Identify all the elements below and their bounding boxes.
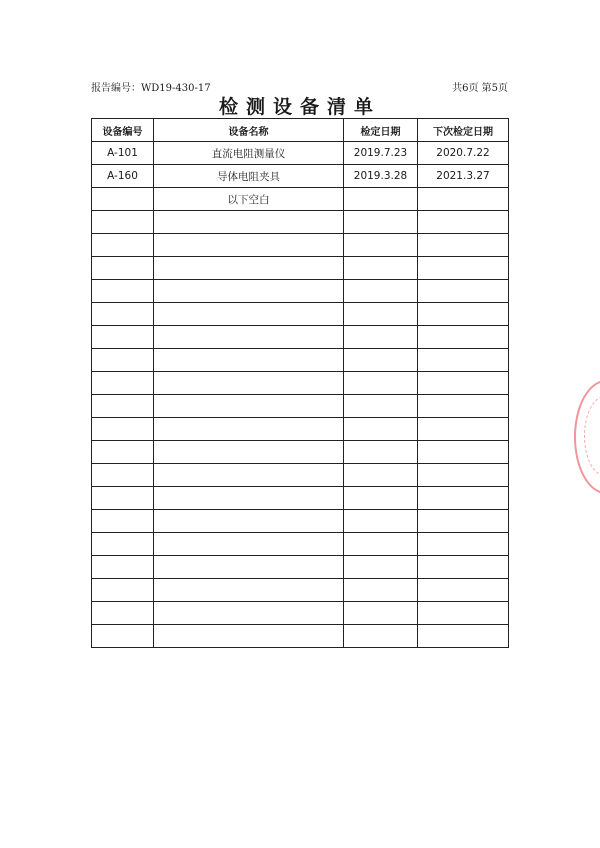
equipment-name-cell <box>154 326 344 349</box>
equipment-code-cell <box>92 556 154 579</box>
calibration-date-cell <box>344 303 418 326</box>
calibration-date-cell <box>344 533 418 556</box>
header-equipment-name: 设备名称 <box>154 119 344 142</box>
equipment-code-cell <box>92 280 154 303</box>
table-row <box>92 234 509 257</box>
calibration-date-cell <box>344 372 418 395</box>
next-calibration-date-cell <box>418 510 509 533</box>
next-calibration-date-cell <box>418 441 509 464</box>
equipment-name-cell <box>154 280 344 303</box>
equipment-code-cell: A-101 <box>92 142 154 165</box>
equipment-code-cell <box>92 234 154 257</box>
table-row <box>92 533 509 556</box>
equipment-code-cell <box>92 441 154 464</box>
table-row <box>92 188 509 211</box>
equipment-name-cell <box>154 556 344 579</box>
equipment-name-cell <box>154 349 344 372</box>
table-row <box>92 280 509 303</box>
equipment-table <box>91 118 509 648</box>
calibration-date-cell <box>344 556 418 579</box>
table-row <box>92 372 509 395</box>
table-row <box>92 510 509 533</box>
calibration-date-cell <box>344 395 418 418</box>
table-header-row <box>92 119 509 142</box>
calibration-date-cell <box>344 510 418 533</box>
table-row <box>92 326 509 349</box>
calibration-date-cell <box>344 257 418 280</box>
next-calibration-date-cell: 2020.7.22 <box>418 142 509 165</box>
table-row <box>92 257 509 280</box>
equipment-name-cell: 导体电阻夹具 <box>154 165 344 188</box>
calibration-date-cell <box>344 234 418 257</box>
table-row <box>92 579 509 602</box>
report-header <box>91 79 508 93</box>
equipment-code-cell <box>92 257 154 280</box>
equipment-code-cell <box>92 188 154 211</box>
calibration-date-cell <box>344 326 418 349</box>
table-row <box>92 625 509 648</box>
header-next-calibration-date: 下次检定日期 <box>418 119 509 142</box>
equipment-code-cell <box>92 487 154 510</box>
next-calibration-date-cell <box>418 579 509 602</box>
next-calibration-date-cell <box>418 188 509 211</box>
equipment-code-cell <box>92 372 154 395</box>
equipment-name-cell: 以下空白 <box>154 188 344 211</box>
next-calibration-date-cell <box>418 280 509 303</box>
next-calibration-date-cell <box>418 395 509 418</box>
table-row <box>92 441 509 464</box>
equipment-name-cell <box>154 625 344 648</box>
equipment-name-cell <box>154 510 344 533</box>
table-row <box>92 464 509 487</box>
table-row <box>92 395 509 418</box>
header-equipment-code: 设备编号 <box>92 119 154 142</box>
equipment-code-cell <box>92 395 154 418</box>
calibration-date-cell <box>344 418 418 441</box>
table-row <box>92 418 509 441</box>
next-calibration-date-cell <box>418 464 509 487</box>
equipment-code-cell <box>92 349 154 372</box>
calibration-date-cell <box>344 280 418 303</box>
equipment-name-cell <box>154 234 344 257</box>
next-calibration-date-cell <box>418 257 509 280</box>
next-calibration-date-cell <box>418 602 509 625</box>
next-calibration-date-cell <box>418 533 509 556</box>
equipment-code-cell <box>92 211 154 234</box>
equipment-name-cell <box>154 257 344 280</box>
equipment-name-cell: 直流电阻测量仪 <box>154 142 344 165</box>
equipment-code-cell <box>92 625 154 648</box>
equipment-code-cell <box>92 579 154 602</box>
calibration-date-cell: 2019.3.28 <box>344 165 418 188</box>
table-row <box>92 556 509 579</box>
equipment-name-cell <box>154 441 344 464</box>
table-row <box>92 487 509 510</box>
equipment-name-cell <box>154 579 344 602</box>
table-body <box>92 142 509 648</box>
next-calibration-date-cell <box>418 487 509 510</box>
next-calibration-date-cell <box>418 418 509 441</box>
table-row <box>92 602 509 625</box>
calibration-date-cell <box>344 579 418 602</box>
next-calibration-date-cell <box>418 349 509 372</box>
calibration-date-cell <box>344 211 418 234</box>
equipment-code-cell <box>92 464 154 487</box>
equipment-code-cell <box>92 510 154 533</box>
next-calibration-date-cell <box>418 234 509 257</box>
equipment-name-cell <box>154 602 344 625</box>
equipment-code-cell <box>92 533 154 556</box>
equipment-name-cell <box>154 418 344 441</box>
next-calibration-date-cell <box>418 625 509 648</box>
table-row <box>92 349 509 372</box>
table-row <box>92 165 509 188</box>
equipment-name-cell <box>154 395 344 418</box>
calibration-date-cell: 2019.7.23 <box>344 142 418 165</box>
next-calibration-date-cell <box>418 303 509 326</box>
equipment-code-cell <box>92 303 154 326</box>
equipment-name-cell <box>154 464 344 487</box>
calibration-date-cell <box>344 625 418 648</box>
equipment-code-cell <box>92 326 154 349</box>
equipment-name-cell <box>154 487 344 510</box>
next-calibration-date-cell <box>418 372 509 395</box>
calibration-date-cell <box>344 487 418 510</box>
calibration-date-cell <box>344 188 418 211</box>
equipment-name-cell <box>154 211 344 234</box>
page-indicator: 共6页 第5页 <box>452 83 508 94</box>
equipment-code-cell <box>92 602 154 625</box>
report-number: 报告编号：WD19-430-17 <box>91 83 211 94</box>
calibration-date-cell <box>344 441 418 464</box>
red-seal-stamp <box>574 380 600 494</box>
next-calibration-date-cell <box>418 556 509 579</box>
calibration-date-cell <box>344 602 418 625</box>
header-calibration-date: 检定日期 <box>344 119 418 142</box>
next-calibration-date-cell <box>418 211 509 234</box>
table-row <box>92 303 509 326</box>
document-title: 检测设备清单 <box>218 96 381 118</box>
calibration-date-cell <box>344 349 418 372</box>
equipment-name-cell <box>154 372 344 395</box>
equipment-code-cell <box>92 418 154 441</box>
table-row <box>92 142 509 165</box>
equipment-code-cell: A-160 <box>92 165 154 188</box>
next-calibration-date-cell: 2021.3.27 <box>418 165 509 188</box>
table-row <box>92 211 509 234</box>
equipment-name-cell <box>154 533 344 556</box>
calibration-date-cell <box>344 464 418 487</box>
equipment-name-cell <box>154 303 344 326</box>
next-calibration-date-cell <box>418 326 509 349</box>
